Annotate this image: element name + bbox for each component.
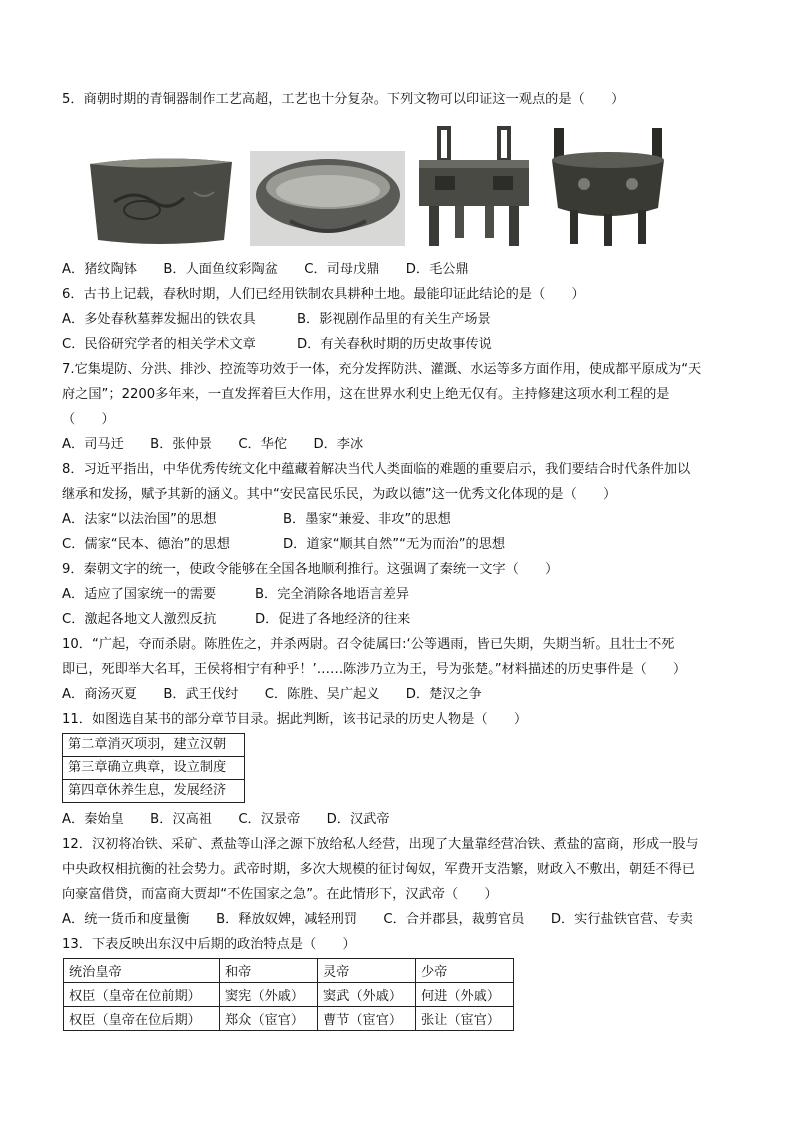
table-row [64, 983, 514, 1007]
table-cell: 曹节（宦官） [318, 1007, 416, 1031]
header-cell: 灵帝 [318, 959, 416, 983]
q9-option-c: C．激起各地文人激烈反抗 [62, 612, 217, 627]
table-cell: 郑众（宦官） [220, 1007, 318, 1031]
q8-stem-line2: 继承和发扬，赋予其新的涵义。其中“安民富民乐民，为政以德”这一优秀文化体现的是（ ） [62, 487, 617, 502]
q6-option-a: A．多处春秋墓葬发掘出的铁农具 [62, 312, 256, 327]
table-cell: 何进（外戚） [416, 983, 514, 1007]
pig-pattern-pottery-image [84, 152, 237, 249]
q12-stem-line3: 向豪富借贷，而富商大贾却“不佐国家之急”。在此情形下，汉武帝（ ） [62, 887, 498, 902]
table-cell: 权臣（皇帝在位前期） [64, 983, 220, 1007]
q8-option-c: C．儒家“民本、德治”的思想 [62, 537, 230, 552]
q10-stem-line1: 10．“广起，夺而杀尉。陈胜佐之，并杀两尉。召令徒属曰:‘公等遇雨，皆已失期，失期当斩。且壮士不死 [62, 637, 675, 652]
q5-stem: 5．商朝时期的青铜器制作工艺高超，工艺也十分复杂。下列文物可以印证这一观点的是（ ） [62, 92, 625, 107]
chapter-item: 第三章确立典章，设立制度 [63, 757, 244, 780]
q10-options: A．商汤灭夏 B．武王伐纣 C．陈胜、吴广起义 D．楚汉之争 [62, 687, 482, 702]
q7-stem-line2: 府之国”；2200多年来，一直发挥着巨大作用，这在世界水利史上绝无仅有。主持修建这项水利工程的是 [62, 387, 670, 402]
maogong-ding-image [548, 124, 668, 248]
header-cell: 统治皇帝 [64, 959, 220, 983]
table-cell: 窦宪（外戚） [220, 983, 318, 1007]
q12-options: A．统一货币和度量衡 B．释放奴婢，减轻刑罚 C．合并郡县，裁剪官员 D．实行盐铁官营、专卖 [62, 912, 693, 927]
q8-option-b: B．墨家“兼爱、非攻”的思想 [283, 512, 451, 527]
q13-stem: 13．下表反映出东汉中后期的政治特点是（ ） [62, 937, 356, 952]
q7-stem-line3: （ ） [62, 412, 115, 427]
table-header-row [64, 959, 514, 983]
q10-stem-line2: 即已，死即举大名耳，王侯将相宁有种乎！’……陈涉乃立为王，号为张楚。”材料描述的历史事件是（ ） [62, 662, 687, 677]
q12-stem-line2: 中央政权相抗衡的社会势力。武帝时期，多次大规模的征讨匈奴，军费开支浩繁，财政入不敷出，朝廷不得已 [62, 862, 695, 877]
q6-stem: 6．古书上记载，春秋时期，人们已经用铁制农具耕种土地。最能印证此结论的是（ ） [62, 287, 585, 302]
table-row [64, 1007, 514, 1031]
q6-option-b: B．影视剧作品里的有关生产场景 [297, 312, 491, 327]
q9-option-d: D．促进了各地经济的往来 [255, 612, 411, 627]
table-cell: 张让（宦官） [416, 1007, 514, 1031]
fish-face-basin-image [250, 151, 405, 246]
chapter-table-of-contents [62, 733, 245, 803]
table-cell: 窦武（外戚） [318, 983, 416, 1007]
q6-option-c: C．民俗研究学者的相关学术文章 [62, 337, 256, 352]
q6-option-d: D．有关春秋时期的历史故事传说 [297, 337, 492, 352]
power-officials-table [63, 958, 514, 1031]
q8-option-d: D．道家“顺其自然”“无为而治”的思想 [283, 537, 506, 552]
q7-options: A．司马迁 B．张仲景 C．华佗 D．李冰 [62, 437, 364, 452]
q12-stem-line1: 12．汉初将冶铁、采矿、煮盐等山泽之源下放给私人经营，出现了大量靠经营冶铁、煮盐的富商，形成一股与 [62, 837, 699, 852]
q11-stem: 11．如图选自某书的部分章节目录。据此判断，该书记录的历史人物是（ ） [62, 712, 528, 727]
q8-stem-line1: 8．习近平指出，中华优秀传统文化中蕴藏着解决当代人类面临的难题的重要启示，我们要结合时代条件加以 [62, 462, 691, 477]
table-cell: 权臣（皇帝在位后期） [64, 1007, 220, 1031]
chapter-item: 第二章消灭项羽，建立汉朝 [63, 734, 244, 757]
chapter-item: 第四章休养生息，发展经济 [68, 783, 227, 798]
q9-option-b: B．完全消除各地语言差异 [255, 587, 410, 602]
header-cell: 和帝 [220, 959, 318, 983]
simu-wu-ding-image [415, 124, 533, 248]
q9-stem: 9．秦朝文字的统一，使政令能够在全国各地顺利推行。这强调了秦统一文字（ ） [62, 562, 559, 577]
q9-option-a: A．适应了国家统一的需要 [62, 587, 217, 602]
header-cell: 少帝 [416, 959, 514, 983]
q7-stem-line1: 7.它集堤防、分洪、排沙、控流等功效于一体，充分发挥防洪、灌溉、水运等多方面作用，使成都平原成为“天 [62, 362, 702, 377]
q5-options: A．猪纹陶钵 B．人面鱼纹彩陶盆 C．司母戊鼎 D．毛公鼎 [62, 262, 469, 277]
q8-option-a: A．法家“以法治国”的思想 [62, 512, 217, 527]
q11-options: A．秦始皇 B．汉高祖 C．汉景帝 D．汉武帝 [62, 812, 390, 827]
